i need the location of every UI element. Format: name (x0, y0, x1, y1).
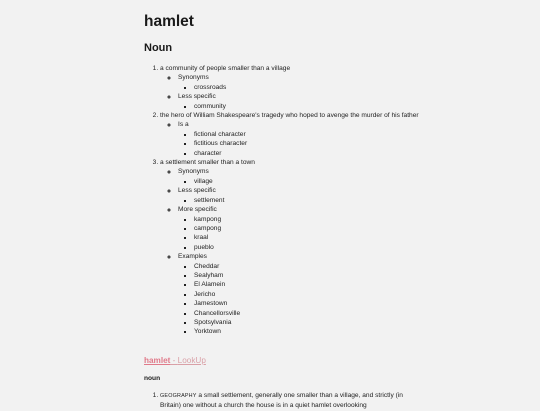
related-term[interactable]: ▪ Sealyham (194, 271, 420, 280)
lookup-link[interactable] (144, 356, 206, 365)
word-title: hamlet (144, 13, 194, 30)
term-list (178, 102, 420, 111)
subject-tag: GEOGRAPHY (160, 393, 197, 399)
lookup-definition-list (144, 391, 420, 411)
relation-group (178, 167, 420, 186)
related-term[interactable]: ▪ character (194, 149, 420, 158)
relation-group (178, 205, 420, 252)
related-term[interactable]: ▪ pueblo (194, 243, 420, 252)
term-list (178, 196, 420, 205)
relation-group-label: Less specific (178, 187, 216, 195)
relation-group-list (160, 167, 420, 336)
sense-definition: a settlement smaller than a town (160, 159, 255, 167)
relation-group (178, 186, 420, 205)
term-list (178, 215, 420, 253)
related-term[interactable]: ▪ Spotsylvania (194, 318, 420, 327)
definition-text: a small settlement, generally one smaller than a village, and strictly (in Britain) one without a church the house is in a quiet hamlet overlooking (160, 392, 403, 410)
sense-item (160, 111, 420, 158)
lookup-separator: - (170, 356, 178, 365)
relation-group-label: Is a (178, 121, 189, 129)
relation-group-label: Synonyms (178, 74, 209, 82)
related-term[interactable]: ▪ kampong (194, 215, 420, 224)
relation-group-label: Examples (178, 253, 207, 261)
lookup-part-of-speech: noun (144, 375, 161, 382)
related-term[interactable]: ▪ fictitious character (194, 139, 420, 148)
related-term[interactable]: ▪ settlement (194, 196, 420, 205)
related-term[interactable]: ▪ crossroads (194, 83, 420, 92)
sense-definition: a community of people smaller than a village (160, 65, 291, 72)
relation-group (178, 252, 420, 337)
related-term[interactable]: ▪ village (194, 177, 420, 186)
relation-group-list (160, 73, 420, 111)
term-list (178, 262, 420, 337)
relation-group-label: More specific (178, 206, 217, 214)
relation-group (178, 92, 420, 111)
term-list (178, 83, 420, 92)
relation-group (178, 73, 420, 92)
relation-group-label: Less specific (178, 93, 216, 101)
related-term[interactable]: ▪ Chancellorsville (194, 309, 420, 318)
lookup-definition (160, 391, 420, 411)
sense-list (144, 64, 420, 337)
sense-item (160, 64, 420, 111)
relation-group (178, 120, 420, 158)
term-list (178, 130, 420, 158)
sense-definition: the hero of William Shakespeare's tragedy who hoped to avenge the murder of his father (160, 112, 419, 120)
relation-group-list (160, 120, 420, 158)
related-term[interactable]: ▪ campong (194, 224, 420, 233)
lookup-word[interactable]: hamlet (144, 356, 171, 365)
related-term[interactable]: ▪ Jericho (194, 290, 420, 299)
term-list (178, 177, 420, 186)
part-of-speech-heading: Noun (144, 42, 173, 54)
related-term[interactable]: ▪ Yorktown (194, 327, 420, 336)
relation-group-label: Synonyms (178, 168, 209, 176)
related-term[interactable]: ▪ community (194, 102, 420, 111)
related-term[interactable]: ▪ fictional character (194, 130, 420, 139)
sense-item (160, 158, 420, 337)
related-term[interactable]: ▪ Cheddar (194, 262, 420, 271)
related-term[interactable]: ▪ kraal (194, 233, 420, 242)
related-term[interactable]: ▪ El Alamein (194, 280, 420, 289)
lookup-source[interactable]: LookUp (177, 356, 206, 365)
related-term[interactable]: ▪ Jamestown (194, 299, 420, 308)
